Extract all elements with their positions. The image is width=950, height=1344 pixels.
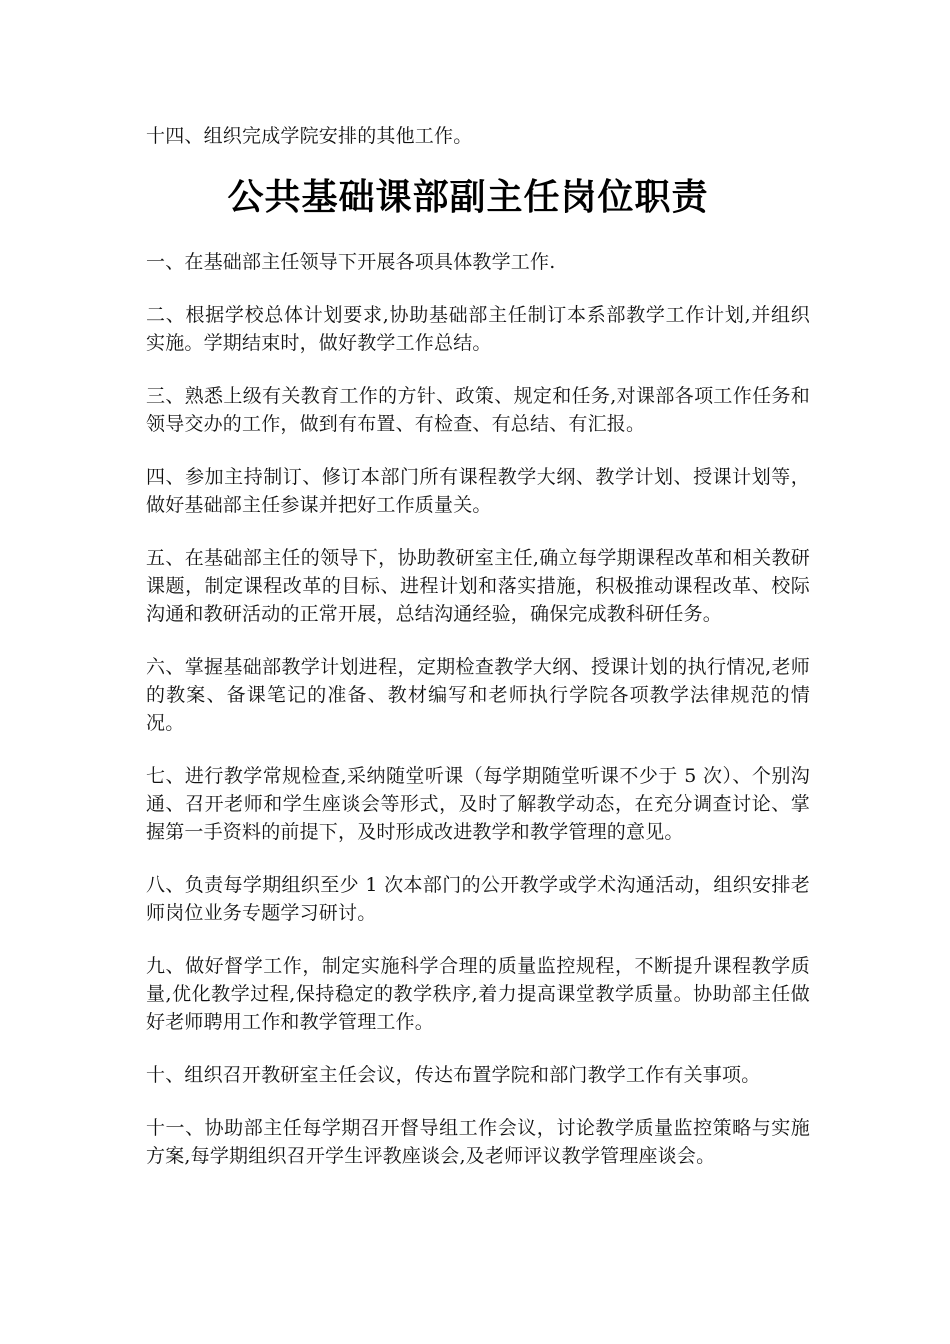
duty-item-11: 十一、协助部主任每学期召开督导组工作会议，讨论教学质量监控策略与实施方案,每学期组织召开学生评教座谈会,及老师评议教学管理座谈会。 [146, 1117, 810, 1167]
duty-item-10: 十、组织召开教研室主任会议，传达布置学院和部门教学工作有关事项。 [146, 1064, 761, 1086]
document-title: 公共基础课部副主任岗位职责 [227, 177, 709, 218]
duty-item-7: 七、进行教学常规检查,采纳随堂听课（每学期随堂听课不少于 5 次）、个别沟通、召开老师和学生座谈会等形式，及时了解教学动态，在充分调查讨论、掌握第一手资料的前提下，及时形成改进教学和教学管理的意见。 [146, 765, 810, 843]
duty-item-3: 三、熟悉上级有关教育工作的方针、政策、规定和任务,对课部各项工作任务和领导交办的工作，做到有布置、有检查、有总结、有汇报。 [146, 385, 810, 435]
duty-item-9: 九、做好督学工作，制定实施科学合理的质量监控规程，不断提升课程教学质量,优化教学过程,保持稳定的教学秩序,着力提高课堂教学质量。协助部主任做好老师聘用工作和教学管理工作。 [146, 955, 810, 1033]
duty-item-8: 八、负责每学期组织至少 1 次本部门的公开教学或学术沟通活动，组织安排老师岗位业务专题学习研讨。 [146, 874, 810, 924]
duty-item-4: 四、参加主持制订、修订本部门所有课程教学大纲、教学计划、授课计划等，做好基础部主任参谋并把好工作质量关。 [146, 466, 810, 516]
duty-item-5: 五、在基础部主任的领导下，协助教研室主任,确立每学期课程改革和相关教研课题，制定课程改革的目标、进程计划和落实措施，积极推动课程改革、校际沟通和教研活动的正常开展，总结沟通经验，确保完成教科研任务。 [146, 547, 810, 625]
duty-item-2: 二、根据学校总体计划要求,协助基础部主任制订本系部教学工作计划,并组织实施。学期结束时，做好教学工作总结。 [146, 304, 810, 354]
document-body [146, 122, 810, 1170]
preceding-item-14: 十四、组织完成学院安排的其他工作。 [146, 125, 473, 147]
duty-item-1: 一、在基础部主任领导下开展各项具体教学工作. [146, 251, 556, 273]
duty-item-6: 六、掌握基础部教学计划进程，定期检查教学大纲、授课计划的执行情况,老师的教案、备课笔记的准备、教材编写和老师执行学院各项教学法律规范的情况。 [146, 656, 810, 734]
